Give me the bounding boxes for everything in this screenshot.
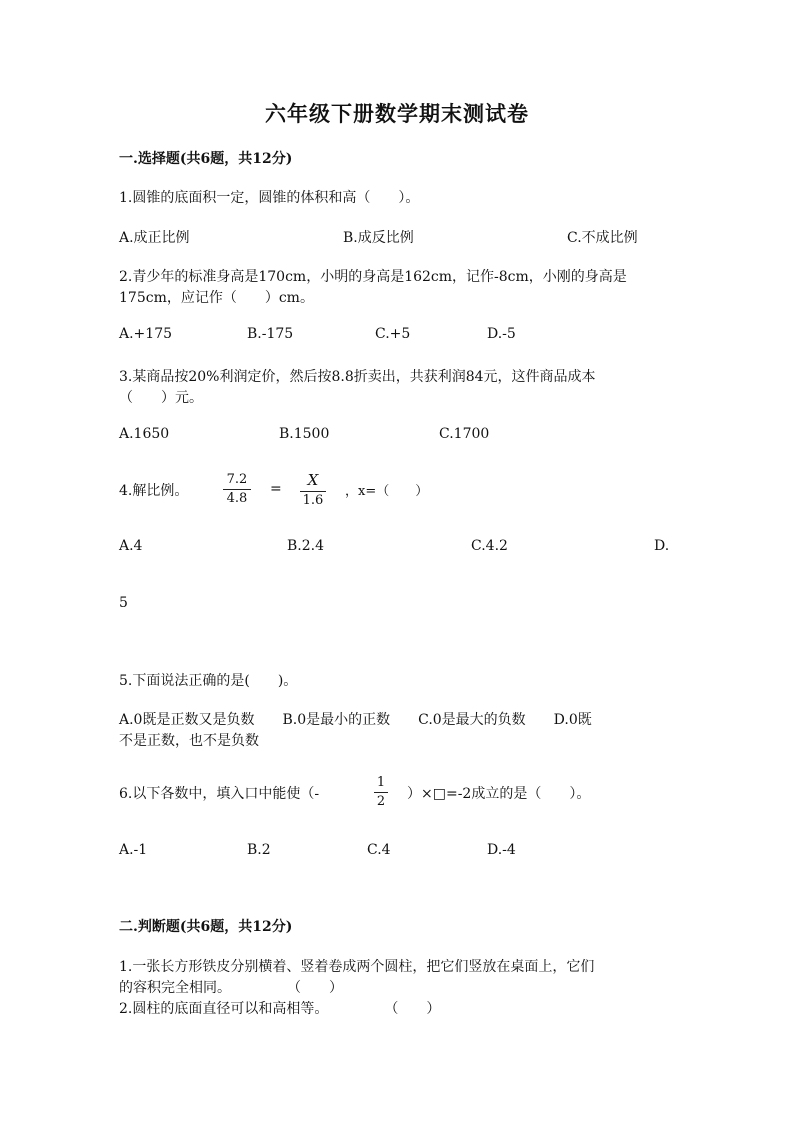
question-1-option-a: A.成正比例 [119,230,190,246]
section-heading-choice: 一.选择题(共6题，共12分) [119,151,293,167]
fraction-denominator: 1.6 [302,493,324,508]
equals-sign: = [270,481,282,497]
question-5-text: 5.下面说法正确的是( )。 [119,673,298,689]
question-3-option-c: C.1700 [439,426,490,442]
judgement-2-text: 2.圆柱的底面直径可以和高相等。 （ ） [119,1001,441,1017]
question-4-option-a: A.4 [119,538,143,554]
question-3-option-a: A.1650 [119,426,170,442]
question-6-option-d: D.-4 [487,842,516,858]
question-5-options-line-1: A.0既是正数又是负数 B.0是最小的正数 C.0是最大的负数 D.0既 [119,712,592,728]
fraction-numerator: 1 [376,775,386,790]
question-1-option-c: C.不成比例 [567,230,638,246]
fraction-numerator: X [307,471,319,489]
fraction-bar [374,792,388,793]
question-3-option-b: B.1500 [279,426,330,442]
section-heading-judgement: 二.判断题(共6题，共12分) [119,919,293,935]
page-title: 六年级下册数学期末测试卷 [265,101,529,126]
question-6-option-a: A.-1 [119,842,148,858]
fraction-bar [223,489,251,490]
question-3-line-1: 3.某商品按20%利润定价，然后按8.8折卖出，共获利润84元，这件商品成本 [119,369,596,385]
question-5-options-line-2: 不是正数，也不是负数 [119,733,259,749]
question-4-suffix: ，x=（ ） [345,484,429,499]
question-4-prefix: 4.解比例。 [119,483,189,499]
question-1-option-b: B.成反比例 [343,230,414,246]
question-4-option-c: C.4.2 [471,538,508,554]
fraction-bar [300,491,326,492]
question-2-option-d: D.-5 [487,326,516,342]
question-3-line-2: （ ）元。 [119,390,203,406]
question-6-option-c: C.4 [367,842,391,858]
question-4-option-b: B.2.4 [287,538,325,554]
question-2-line-2: 175cm，应记作（ ）cm。 [119,290,314,306]
question-2-line-1: 2.青少年的标准身高是170cm，小明的身高是162cm，记作-8cm，小刚的身高是 [119,269,627,285]
fraction-x-over-1-6 [300,472,326,509]
question-2-option-b: B.-175 [247,326,294,342]
fraction-numerator: 7.2 [226,472,248,487]
question-6-option-b: B.2 [247,842,271,858]
fraction-7-2-over-4-8 [223,472,251,507]
question-2-option-a: A.+175 [119,326,173,342]
judgement-1-line-1: 1.一张长方形铁皮分别横着、竖着卷成两个圆柱，把它们竖放在桌面上，它们 [119,959,595,975]
question-1-text: 1.圆锥的底面积一定，圆锥的体积和高（ ）。 [119,190,420,206]
question-6-prefix: 6.以下各数中，填入口中能使（- [119,786,320,802]
question-4-option-d-wrap: 5 [119,595,128,611]
judgement-1-line-2: 的容积完全相同。 （ ） [119,980,343,996]
question-2-option-c: C.+5 [375,326,411,342]
fraction-denominator: 4.8 [226,491,248,506]
question-4-option-d: D. [654,538,670,554]
question-6-suffix: ）×□=-2成立的是（ ）。 [407,786,591,802]
fraction-1-over-2 [374,775,388,810]
fraction-denominator: 2 [376,794,386,809]
